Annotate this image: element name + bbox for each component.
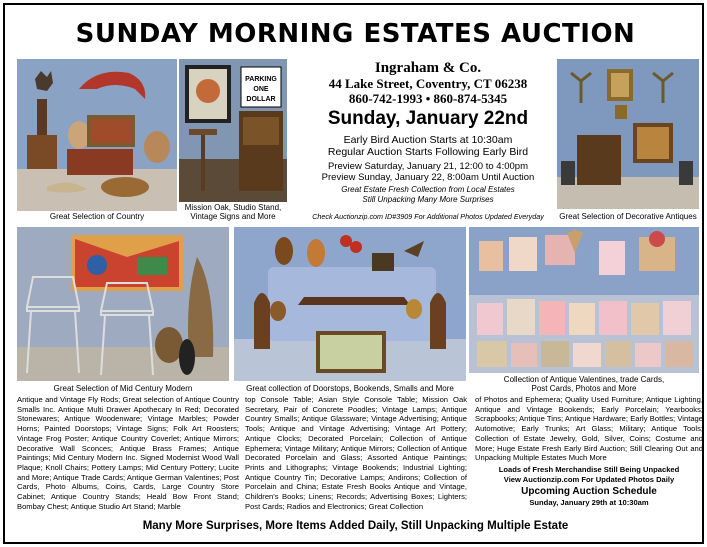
caption-valentines-1: Collection of Antique Valentines, trade Cards,	[503, 375, 665, 384]
caption-mission-2: Vintage Signs and More	[190, 212, 276, 221]
auction-info	[291, 60, 565, 205]
svg-text:DOLLAR: DOLLAR	[246, 96, 276, 103]
auctionzip-note: Check Auctionzip.com ID#3909 For Additional Photos Updated Everyday	[312, 212, 544, 221]
auction-date: Sunday, January 22nd	[327, 108, 529, 129]
body-column-3	[475, 395, 703, 508]
auction-ad	[3, 3, 704, 544]
photo-valentines	[469, 227, 699, 373]
auctionzip-daily-note: View Auctionzip.com For Updated Photos Daily	[503, 474, 675, 484]
preview-sunday: Preview Sunday, January 22, 8:00am Until Auction	[321, 172, 535, 183]
photo-mission	[179, 59, 287, 202]
photo-doorstops	[234, 227, 466, 381]
company-name: Ingraham & Co.	[374, 60, 482, 76]
italic-note-2: Still Unpacking Many More Surprises	[362, 195, 494, 204]
svg-text:ONE: ONE	[253, 86, 269, 93]
caption-mission: Mission Oak, Studio Stand,	[184, 203, 282, 212]
phone-numbers: 860-742-1993 • 860-874-5345	[348, 91, 508, 106]
regular-auction-line: Regular Auction Starts Following Early Bird	[327, 146, 529, 158]
preview-saturday: Preview Saturday, January 21, 12:00 to 4:00pm	[328, 161, 528, 172]
svg-text:PARKING: PARKING	[245, 76, 277, 83]
headline: SUNDAY MORNING ESTATES AUCTION	[75, 19, 636, 49]
caption-valentines-2: Post Cards, Photos and More	[531, 384, 637, 393]
caption-country: Great Selection of Country	[49, 212, 145, 221]
caption-decorative: Great Selection of Decorative Antiques	[559, 212, 697, 221]
footer-tagline: Many More Surprises, More Items Added Daily, Still Unpacking Multiple Estate	[142, 520, 569, 532]
upcoming-date: Sunday, January 29th at 10:30am	[529, 498, 649, 507]
photo-country	[17, 59, 177, 211]
body-column-1: Antique and Vintage Fly Rods; Great selection of Antique Country Smalls Inc. Antique Multi Drawer Apothecary In Red; Decorated Stonewares; Antique Woodenware; Vintage Marbles; Powder Horns; Painted Doorstops; Vintage Signs; Folk Art Roosters; Vintage Frog Poster; Antique Country Coverlet; Antique Mirrors; Decorative Wall Sconces; Antique Brass Frames; Antique Paintings; Mid Century Modern Inc. Signed Modernist Wood Wall Plaque; Knoll Chairs; Pottery Lamps; Mid Century Pottery; Lucite and More; Antique Trade Cards; Antique German Valentines; Post Cards, Photo Albums, Coins, Cards, Large Country Store Cabinet; Antique Country Stands; Heald Bow Front Stand; Bombay Chest; Antique Studio Art Stand; Marble	[17, 395, 239, 511]
photo-midcentury	[17, 227, 229, 381]
body-column-3-text: of Photos and Ephemera; Quality Used Furniture; Antique Lighting, Antique and Vintage Bookends; Early Porcelain; Yearbooks; Scrapbooks; Antique Tins; Antique Hardware; Early Bottles; Vintage Automotive; Early Trunks; Art Glass; Military; Antique Tools; Collection of Estate Jewelry, Gold, Silver, Coins; Costume and More; Huge Estate Fresh Early Bird Auction; Still Clearing Out and Unpacking Multiple Estates Much More	[475, 395, 703, 463]
early-bird-line: Early Bird Auction Starts at 10:30am	[343, 134, 513, 146]
unpacking-note: Loads of Fresh Merchandise Still Being Unpacked	[498, 465, 680, 474]
caption-doorstops: Great collection of Doorstops, Bookends, Smalls and More	[246, 384, 454, 393]
photo-decorative	[557, 59, 699, 209]
address: 44 Lake Street, Coventry, CT 06238	[328, 76, 528, 91]
caption-midcentury: Great Selection of Mid Century Modern	[53, 384, 193, 393]
body-column-2: top Console Table; Asian Style Console Table; Mission Oak Secretary, Pair of Concrete Poodles; Vintage Lamps; Antique Country Smalls; Antique Glassware; Vintage Advertising; Antique Tools; Antique and Vintage Advertising; Vintage Art Pottery; Antique Clocks; Decorated Porcelain; Collection of Antique Ephemera; Vintage Military; Antique Mirrors; Collection of Antique Decorated Porcelain and Glass; Assorted Antique Paintings; Prints and Lithographs; Vintage Bookends; Industrial Lighting; Antique Country Tin; Decorative Lamps; Andirons; Collection of Porcelain and China; Estate Fresh Books Antique and Vintage, Children's Books; Linens; Records; Advertising Boxes; Lighters; Post Cards; Radios and Electronics; Great Collection	[245, 395, 467, 511]
italic-note-1: Great Estate Fresh Collection from Local Estates	[341, 185, 515, 194]
upcoming-schedule-title: Upcoming Auction Schedule	[521, 486, 657, 497]
